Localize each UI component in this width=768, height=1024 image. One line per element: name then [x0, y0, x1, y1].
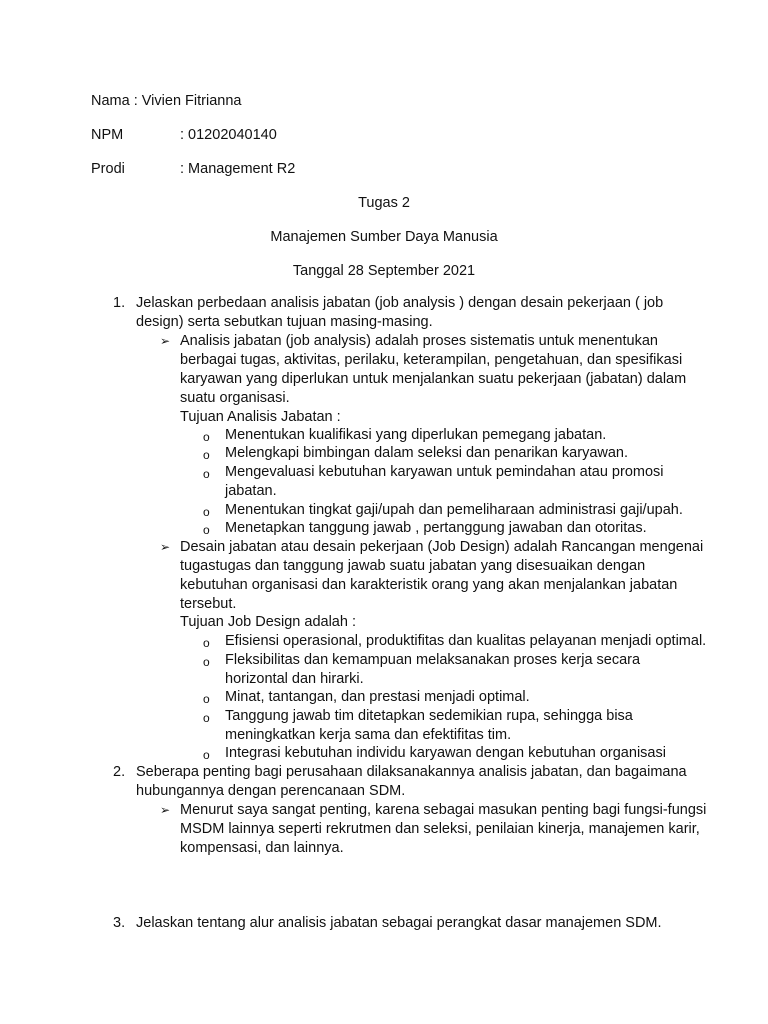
circle-bullet-icon: o	[203, 711, 210, 725]
q1-a1-line-4: suatu organisasi.	[180, 390, 290, 406]
list-item: Menentukan kualifikasi yang diperlukan pemegang jabatan.	[225, 427, 607, 443]
arrow-bullet-icon: ➢	[160, 334, 171, 348]
npm-label: NPM	[91, 127, 124, 143]
circle-bullet-icon: o	[203, 636, 210, 650]
arrow-bullet-icon: ➢	[160, 540, 171, 554]
list-item: Tanggung jawab tim ditetapkan sedemikian rupa, sehingga bisa	[225, 708, 633, 724]
npm-value: : 01202040140	[180, 127, 277, 143]
q1-line-2: design) serta sebutkan tujuan masing-masing.	[136, 314, 433, 330]
list-item: Efisiensi operasional, produktifitas dan kualitas pelayanan menjadi optimal.	[225, 633, 707, 649]
q1-a1-line-3: karyawan yang diperlukan untuk menjalankan suatu pekerjaan (jabatan) dalam	[180, 371, 687, 387]
q2-number: 2.	[113, 764, 126, 780]
q1-a2-line-1: Desain jabatan atau desain pekerjaan (Job Design) adalah Rancangan mengenai	[180, 539, 704, 555]
q3-line-1: Jelaskan tentang alur analisis jabatan sebagai perangkat dasar manajemen SDM.	[136, 915, 662, 931]
q2-a1-line-2: MSDM lainnya seperti rekrutmen dan seleksi, penilaian kinerja, manajemen karir,	[180, 821, 700, 837]
list-item: Menentukan tingkat gaji/upah dan pemeliharaan administrasi gaji/upah.	[225, 502, 683, 518]
list-item: Melengkapi bimbingan dalam seleksi dan penarikan karyawan.	[225, 445, 629, 461]
q2-line-2: hubungannya dengan perencanaan SDM.	[136, 783, 406, 799]
circle-bullet-icon: o	[203, 505, 210, 519]
list-item: Menetapkan tanggung jawab , pertanggung jawaban dan otoritas.	[225, 520, 647, 536]
q1-a1-line-1: Analisis jabatan (job analysis) adalah proses sistematis untuk menentukan	[180, 333, 658, 349]
q1-a2-line-2: tugastugas dan tanggung jawab suatu jabatan yang disesuaikan dengan	[180, 558, 646, 574]
q1-a2-tujuan-heading: Tujuan Job Design adalah :	[180, 614, 356, 630]
q1-a1-line-2: berbagai tugas, aktivitas, perilaku, keterampilan, pengetahuan, dan spesifikasi	[180, 352, 683, 368]
title-course: Manajemen Sumber Daya Manusia	[270, 229, 498, 245]
list-item-continuation: jabatan.	[225, 483, 277, 499]
q2-a1-line-1: Menurut saya sangat penting, karena sebagai masukan penting bagi fungsi-fungsi	[180, 802, 707, 818]
list-item-continuation: horizontal dan hirarki.	[225, 671, 364, 687]
prodi-label: Prodi	[91, 161, 125, 177]
circle-bullet-icon: o	[203, 448, 210, 462]
nama-value: : Vivien Fitrianna	[133, 93, 242, 109]
title-tugas: Tugas 2	[358, 195, 410, 211]
circle-bullet-icon: o	[203, 467, 210, 481]
q1-a2-line-4: tersebut.	[180, 596, 237, 612]
nama-label: Nama	[91, 93, 130, 109]
q2-a1-line-3: kompensasi, dan lainnya.	[180, 840, 344, 856]
prodi-value: : Management R2	[180, 161, 296, 177]
list-item: Fleksibilitas dan kemampuan melaksanakan proses kerja secara	[225, 652, 641, 668]
circle-bullet-icon: o	[203, 655, 210, 669]
title-date: Tanggal 28 September 2021	[292, 263, 476, 279]
list-item-continuation: meningkatkan kerja sama dan efektifitas tim.	[225, 727, 512, 743]
list-item: Integrasi kebutuhan individu karyawan dengan kebutuhan organisasi	[225, 745, 666, 761]
q1-a1-tujuan-heading: Tujuan Analisis Jabatan :	[180, 409, 341, 425]
list-item: Mengevaluasi kebutuhan karyawan untuk pemindahan atau promosi	[225, 464, 664, 480]
q3-number: 3.	[113, 915, 126, 931]
q2-line-1: Seberapa penting bagi perusahaan dilaksanakannya analisis jabatan, dan bagaimana	[136, 764, 687, 780]
list-item: Minat, tantangan, dan prestasi menjadi optimal.	[225, 689, 530, 705]
circle-bullet-icon: o	[203, 430, 210, 444]
circle-bullet-icon: o	[203, 692, 210, 706]
q1-line-1: Jelaskan perbedaan analisis jabatan (job analysis ) dengan desain pekerjaan ( job	[136, 295, 664, 311]
circle-bullet-icon: o	[203, 748, 210, 762]
circle-bullet-icon: o	[203, 523, 210, 537]
q1-number: 1.	[113, 295, 126, 311]
arrow-bullet-icon: ➢	[160, 803, 171, 817]
nama-row	[91, 92, 241, 111]
q1-a2-line-3: kebutuhan organisasi dan karakteristik orang yang akan menjalankan jabatan	[180, 577, 678, 593]
